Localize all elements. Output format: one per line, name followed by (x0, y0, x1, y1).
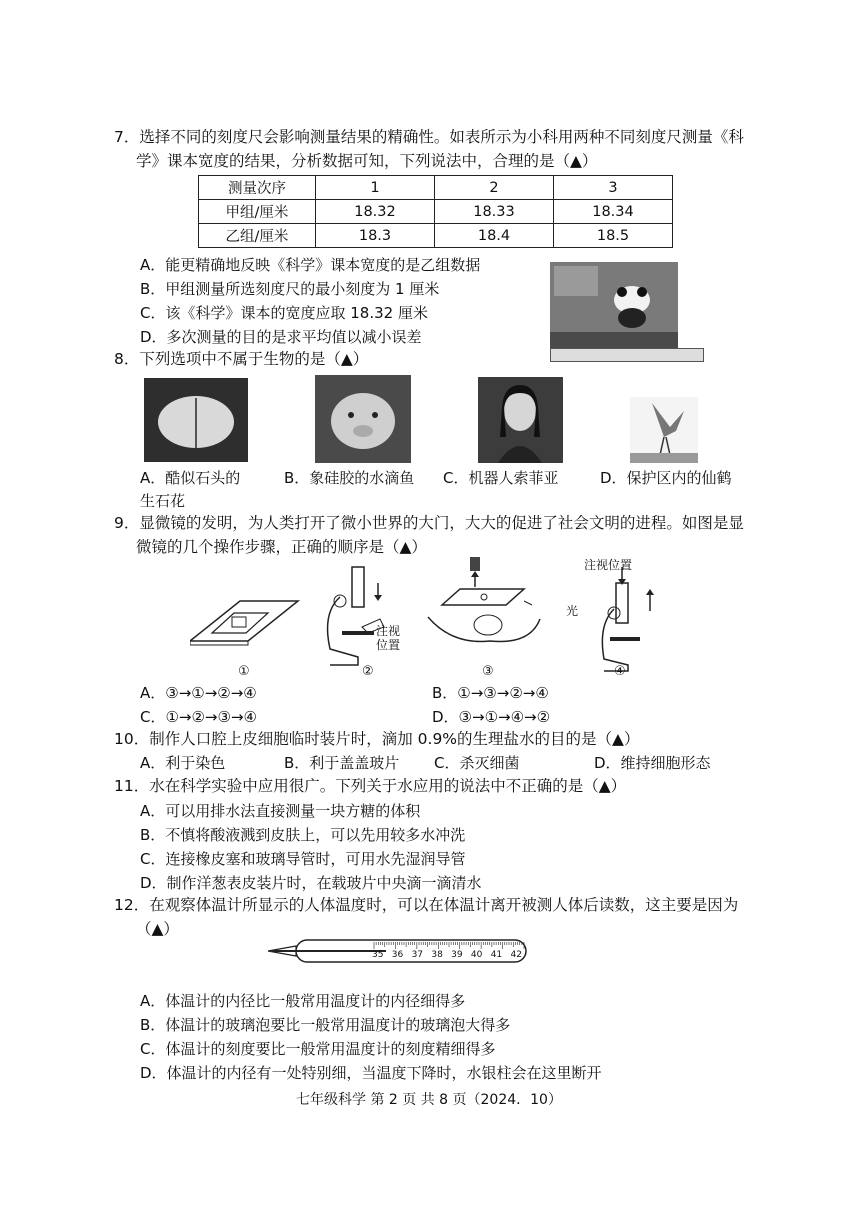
q9-focus-label-line2: 位置 (376, 638, 401, 652)
q9-light-label: 光 (566, 604, 579, 618)
q12-option-a: A．体温计的内径比一般常用温度计的内径细得多 (140, 992, 466, 1010)
crane-photo (630, 397, 698, 463)
q11-option-c: C．连接橡皮塞和玻璃导管时，可用水先湿润导管 (140, 850, 466, 868)
table-header-cell: 3 (554, 176, 673, 200)
blobfish-illustration (315, 375, 411, 463)
table-cell: 18.3 (316, 224, 435, 248)
q7-option-c: C．该《科学》课本的宽度应取 18.32 厘米 (140, 304, 428, 322)
q8-option-c: C．机器人索菲亚 (443, 469, 559, 487)
q9-option-a: A．③→①→②→④ (140, 684, 257, 702)
step3-number: ③ (482, 664, 494, 679)
q10-option-c: C．杀灭细菌 (434, 754, 520, 772)
q11-option-a: A．可以用排水法直接测量一块方糖的体积 (140, 802, 421, 820)
q7-stem-line1: 7．选择不同的刻度尺会影响测量结果的精确性。如表所示为小科用两种不同刻度尺测量《科 (114, 128, 744, 146)
q8-option-b: B．象硅胶的水滴鱼 (284, 469, 415, 487)
page-footer: 七年级科学 第 2 页 共 8 页（2024．10） (296, 1092, 562, 1108)
q11-stem: 11．水在科学实验中应用很广。下列关于水应用的说法中不正确的是（▲） (114, 777, 627, 795)
scale-label: 40 (470, 950, 483, 960)
scale-label: 37 (411, 950, 424, 960)
q8-option-a-line1: A．酷似石头的 (140, 469, 241, 487)
q12-stem-line1: 12．在观察体温计所显示的人体温度时，可以在体温计离开被测人体后读数，这主要是因为 (114, 896, 739, 914)
q7-option-b: B．甲组测量所选刻度尺的最小刻度为 1 厘米 (140, 280, 440, 298)
crane-bird-illustration (630, 397, 698, 463)
q9-stem-line2: 微镜的几个操作步骤，正确的顺序是（▲） (136, 538, 427, 556)
q9-option-c: C．①→②→③→④ (140, 708, 257, 726)
q9-option-d: D．③→①→④→② (432, 708, 551, 726)
q9-option-b: B．①→③→②→④ (432, 684, 549, 702)
q7-option-d: D．多次测量的目的是求平均值以减小误差 (140, 328, 422, 346)
table-cell: 18.32 (316, 200, 435, 224)
q12-option-d: D．体温计的内径有一处特别细，当温度下降时，水银柱会在这里断开 (140, 1064, 602, 1082)
scale-label: 35 (372, 950, 384, 960)
table-header-row (199, 176, 673, 200)
table-header-cell: 1 (316, 176, 435, 200)
q7-option-a: A．能更精确地反映《科学》课本宽度的是乙组数据 (140, 256, 481, 274)
q8-option-d: D．保护区内的仙鹤 (600, 469, 732, 487)
lithops-photo (144, 378, 248, 462)
lithops-illustration (144, 378, 248, 462)
q10-option-d: D．维持细胞形态 (594, 754, 711, 772)
scale-label: 39 (451, 950, 463, 960)
table-cell: 18.5 (554, 224, 673, 248)
step2-number: ② (362, 664, 374, 679)
q8-option-a-line2: 生石花 (140, 492, 186, 510)
textbook-ruler-photo (550, 262, 678, 354)
q12-option-b: B．体温计的玻璃泡要比一般常用温度计的玻璃泡大得多 (140, 1016, 511, 1034)
table-row (199, 224, 673, 248)
table-header-cell: 测量次序 (199, 176, 316, 200)
q9-focus-label-line1: 注视 (376, 624, 401, 638)
q10-option-b: B．利于盖盖玻片 (284, 754, 400, 772)
q11-option-b: B．不慎将酸液溅到皮肤上，可以先用较多水冲洗 (140, 826, 466, 844)
table-header-cell: 2 (435, 176, 554, 200)
panda-textbook-illustration (550, 262, 678, 354)
q12-option-c: C．体温计的刻度要比一般常用温度计的刻度精细得多 (140, 1040, 496, 1058)
scale-label: 42 (510, 950, 522, 960)
thermometer-scale (372, 950, 522, 960)
q7-stem-line2: 学》课本宽度的结果，分析数据可知，下列说法中，合理的是（▲） (136, 152, 598, 170)
q9-stem-line1: 9．显微镜的发明，为人类打开了微小世界的大门，大大的促进了社会文明的进程。如图是显 (114, 514, 744, 532)
table-cell: 18.33 (435, 200, 554, 224)
measurement-table (198, 175, 673, 248)
q10-stem: 10．制作人口腔上皮细胞临时装片时，滴加 0.9%的生理盐水的目的是（▲） (114, 730, 640, 748)
q11-option-d: D．制作洋葱表皮装片时，在载玻片中央滴一滴清水 (140, 874, 482, 892)
robot-sophia-photo (478, 377, 563, 463)
table-row (199, 200, 673, 224)
q10-option-a: A．利于染色 (140, 754, 226, 772)
step1-number: ① (238, 664, 250, 679)
q12-stem-line2: （▲） (136, 920, 179, 938)
scale-label: 41 (490, 950, 503, 960)
step4-number: ④ (614, 664, 626, 679)
scale-label: 36 (391, 950, 404, 960)
table-cell: 甲组/厘米 (199, 200, 316, 224)
q8-stem: 8．下列选项中不属于生物的是（▲） (114, 350, 369, 368)
step1-slide-icon (190, 601, 298, 645)
ruler-icon (550, 348, 704, 362)
robot-sophia-illustration (478, 377, 563, 463)
table-cell: 乙组/厘米 (199, 224, 316, 248)
blobfish-photo (315, 375, 411, 463)
table-cell: 18.34 (554, 200, 673, 224)
step3-hands-slide-icon (428, 557, 540, 642)
step4-microscope-icon (602, 567, 654, 671)
table-cell: 18.4 (435, 224, 554, 248)
scale-label: 38 (431, 950, 443, 960)
q9-focus-label-top: 注视位置 (584, 558, 633, 572)
